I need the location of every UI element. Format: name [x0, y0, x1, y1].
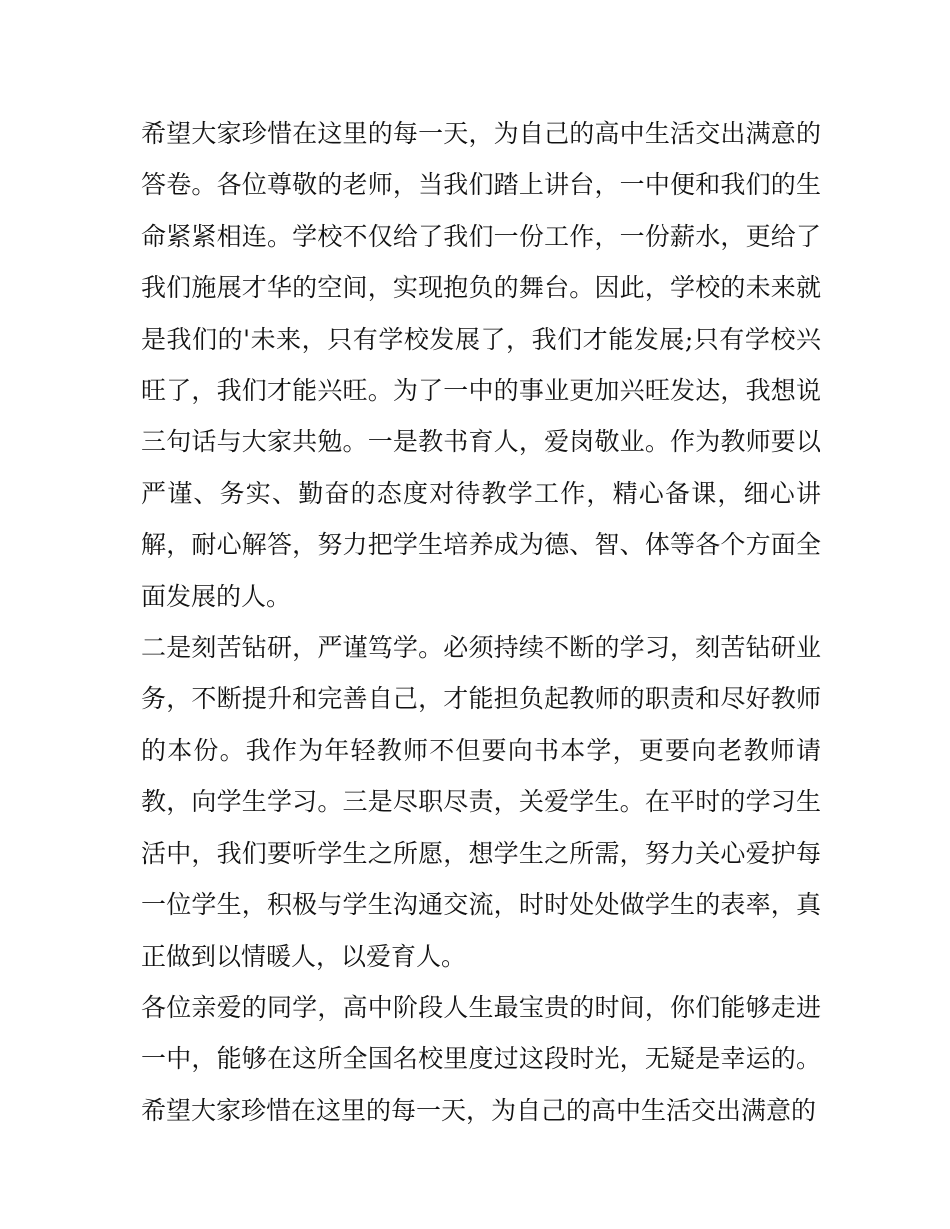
- paragraph-2: 二是刻苦钻研，严谨笃学。必须持续不断的学习，刻苦钻研业务，不断提升和完善自己，才能担负起教师的职责和尽好教师的本份。我作为年轻教师不但要向书本学，更要向老教师请教，向学生学习。三是尽职尽责，关爱学生。在平时的学习生活中，我们要听学生之所愿，想学生之所需，努力关心爱护每一位学生，积极与学生沟通交流，时时处处做学生的表率，真正做到以情暖人，以爱育人。: [141, 633, 821, 971]
- document-body: [141, 108, 821, 1136]
- paragraph-1: 希望大家珍惜在这里的每一天，为自己的高中生活交出满意的答卷。各位尊敬的老师，当我们踏上讲台，一中便和我们的生命紧紧相连。学校不仅给了我们一份工作，一份薪水，更给了我们施展才华的空间，实现抱负的舞台。因此，学校的未来就是我们的'未来，只有学校发展了，我们才能发展;只有学校兴旺了，我们才能兴旺。为了一中的事业更加兴旺发达，我想说三句话与大家共勉。一是教书育人，爱岗敬业。作为教师要以严谨、务实、勤奋的态度对待教学工作，精心备课，细心讲解，耐心解答，努力把学生培养成为德、智、体等各个方面全面发展的人。: [141, 119, 821, 611]
- paragraph-3: 各位亲爱的同学，高中阶段人生最宝贵的时间，你们能够走进一中，能够在这所全国名校里度过这段时光，无疑是幸运的。希望大家珍惜在这里的每一天，为自己的高中生活交出满意的: [141, 992, 821, 1125]
